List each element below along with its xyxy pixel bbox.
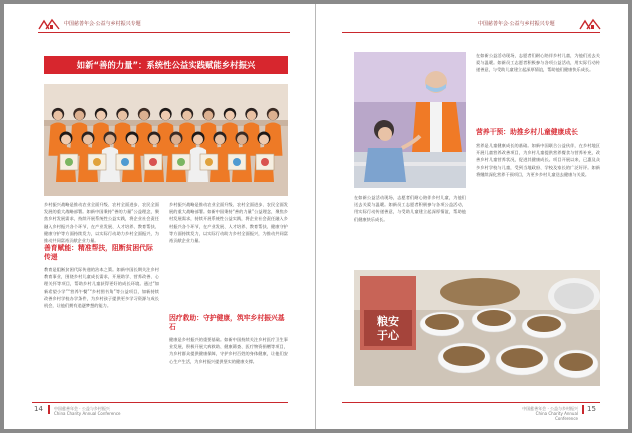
page-number: 15 xyxy=(587,405,596,413)
article-title: 如新“善的力量”：系统性公益实践赋能乡村振兴 xyxy=(44,56,288,74)
paragraph-intro-cont: 乡村振兴战略是推动农业全面升级、农村全面进步、农民全面发展的重大战略部署。如新中国秉持“善的力量”公益理念，聚焦乡村发展需求，持续开展系统性公益实践，将企业社会责任融入乡村振兴各个环节，在产业发展、人才培养、教育帮扶、健康守护等方面持续发力，以实际行动助力乡村全面振兴，为推动共同富裕贡献企业力量。 xyxy=(169,202,288,244)
footer-rule xyxy=(342,402,600,403)
paragraph-intro: 乡村振兴战略是推动农业全面升级、农村全面进步、农民全面发展的重大战略部署。如新中国秉持“善的力量”公益理念，聚焦乡村发展需求，持续开展系统性公益实践，将企业社会责任融入乡村振兴各个环节，在产业发展、人才培养、教育帮扶、健康守护等方面持续发力，以实际行动助力乡村全面振兴，为推动共同富裕贡献企业力量。 xyxy=(44,202,159,244)
left-page xyxy=(4,4,315,429)
paragraph-nutrition: 营养是儿童健康成长的基础。如新中国联合公益伙伴，在乡村地区开展儿童营养改善项目，为乡村儿童提供营养餐食与营养补充，改善乡村儿童营养状况，促进其健康成长。项目开展以来，已惠及众多乡村学校与儿童，受到当地政府、学校及家长的广泛好评。如新将继续深化营养干预项目，为更多乡村儿童送去健康与关爱。 xyxy=(476,143,600,177)
footer-line-1: 中国慈善年会 · 公益与乡村振兴 xyxy=(54,406,110,411)
page-number: 14 xyxy=(34,405,43,413)
volunteer-child-photo xyxy=(354,52,466,188)
footer-text xyxy=(512,406,578,421)
header-rule xyxy=(342,32,600,33)
house-logo-icon xyxy=(579,18,601,30)
header-rule xyxy=(38,32,290,33)
footer-bar xyxy=(582,405,584,414)
footer-rule xyxy=(32,402,288,403)
footer-line-1: 中国慈善年会 · 公益与乡村振兴 xyxy=(522,406,578,411)
house-logo-icon xyxy=(38,18,60,30)
paragraph-volunteer-cont: 在如新公益活动现场，志愿者们耐心陪伴乡村儿童，为他们送去关爱与温暖。如新员工志愿者积极参与各项公益活动，用实际行动传递善意，与受助儿童建立起深厚情谊，帮助他们健康快乐成长。 xyxy=(354,195,466,222)
paragraph-medical: 健康是乡村振兴的重要基础。如新中国持续关注乡村医疗卫生事业发展，积极开展大病救助、健康筛查、医疗物资捐赠等项目，为乡村群众提供健康保障，守护乡村百姓的身体健康，让他们安心生产生活，为乡村振兴提供坚实的健康支撑。 xyxy=(169,337,288,364)
package-label: 粮安于心 xyxy=(377,315,399,342)
header-text: 中国慈善年会·公益与乡村振兴专题 xyxy=(64,21,141,27)
footer-line-2: China Charity Annual Conference xyxy=(535,411,578,421)
subhead-medical: 因疗救助：守护健康，筑牢乡村振兴基石 xyxy=(169,314,285,331)
magazine-spread xyxy=(4,4,628,429)
footer-bar xyxy=(48,405,50,414)
volunteer-group-photo xyxy=(44,84,288,196)
paragraph-volunteer: 在如新公益活动现场，志愿者们耐心陪伴乡村儿童，为他们送去关爱与温暖。如新员工志愿者积极参与各项公益活动，用实际行动传递善意，与受助儿童建立起深厚情谊，帮助他们健康快乐成长。 xyxy=(476,53,600,73)
subhead-nutrition: 营养干预：助推乡村儿童健康成长 xyxy=(476,128,578,136)
header-text: 中国慈善年会·公益与乡村振兴专题 xyxy=(478,21,555,27)
right-page xyxy=(316,4,627,429)
paragraph-education: 教育是阻断贫困代际传递的治本之策。如新中国长期关注乡村教育事业，围绕乡村儿童成长需求，开展助学、营养改善、心理关怀等项目，帮助乡村儿童获得更好的成长环境。通过“如新希望小学”“营养午餐”“乡村图书角”等公益项目，如新持续改善乡村学校办学条件，为乡村孩子提供更多学习资源与成长机会，让他们拥有追逐梦想的能力。 xyxy=(44,267,159,309)
subhead-education: 善育赋能：精准帮扶，阻断贫困代际传递 xyxy=(44,244,153,261)
nutrition-food-photo xyxy=(354,270,600,386)
footer-text xyxy=(54,406,120,416)
footer-line-2: China Charity Annual Conference xyxy=(54,411,121,416)
